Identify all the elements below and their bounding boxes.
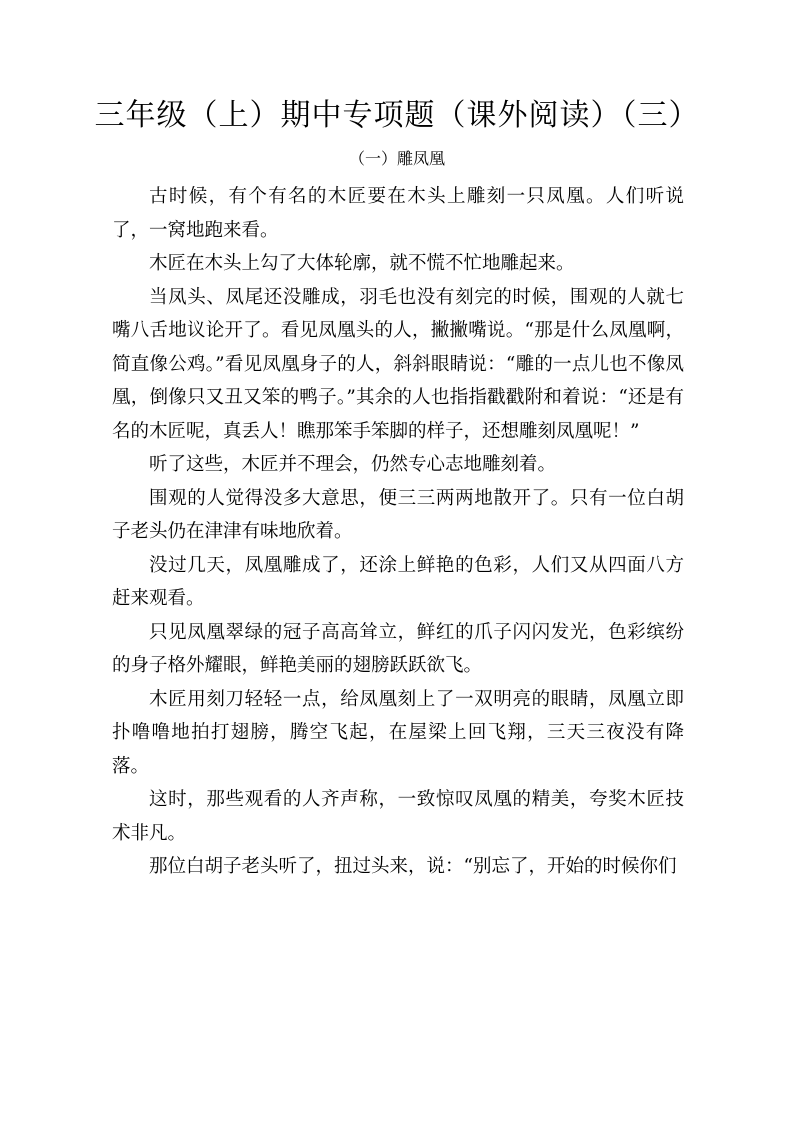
paragraph-8: 木匠用刻刀轻轻一点，给凤凰刻上了一双明亮的眼睛，凤凰立即扑噜噜地拍打翅膀，腾空飞起，在屋梁上回飞翔，三天三夜没有降落。 xyxy=(112,688,684,777)
paragraph-4: 听了这些，木匠并不理会，仍然专心志地雕刻着。 xyxy=(149,454,557,475)
paragraph-3: 当凤头、凤尾还没雕成，羽毛也没有刻完的时候，围观的人就七嘴八舌地议论开了。看见凤凰头的人，撇撇嘴说。“那是什么凤凰啊，简直像公鸡。”看见凤凰身子的人，斜斜眼睛说：“雕的一点儿也不像凤凰，倒像只又丑又笨的鸭子。”其余的人也指指戳戳附和着说：“还是有名的木匠呢，真丢人！瞧那笨手笨脚的样子，还想雕刻凤凰呢！” xyxy=(112,286,684,442)
paragraph-7: 只见凤凰翠绿的冠子高高耸立，鲜红的爪子闪闪发光，色彩缤纷的身子格外耀眼，鲜艳美丽的翅膀跃跃欲飞。 xyxy=(112,621,684,676)
paragraph-2: 木匠在木头上勾了大体轮廓，就不慌不忙地雕起来。 xyxy=(149,253,575,274)
paragraph-5: 围观的人觉得没多大意思，便三三两两地散开了。只有一位白胡子老头仍在津津有味地欣着。 xyxy=(112,487,684,542)
story-body xyxy=(112,180,684,884)
page-title: 三年级（上）期中专项题（课外阅读）（三） xyxy=(94,98,700,133)
paragraph-1: 古时候，有个有名的木匠要在木头上雕刻一只凤凰。人们听说了，一窝地跑来看。 xyxy=(112,186,684,241)
paragraph-9: 这时，那些观看的人齐声称，一致惊叹凤凰的精美，夸奖木匠技术非凡。 xyxy=(112,789,684,844)
paragraph-6: 没过几天，凤凰雕成了，还涂上鲜艳的色彩，人们又从四面八方赶来观看。 xyxy=(112,554,684,609)
paragraph-10: 那位白胡子老头听了，扭过头来，说：“别忘了，开始的时候你们 xyxy=(149,856,677,877)
section-title: （一）雕凤凰 xyxy=(348,149,445,168)
